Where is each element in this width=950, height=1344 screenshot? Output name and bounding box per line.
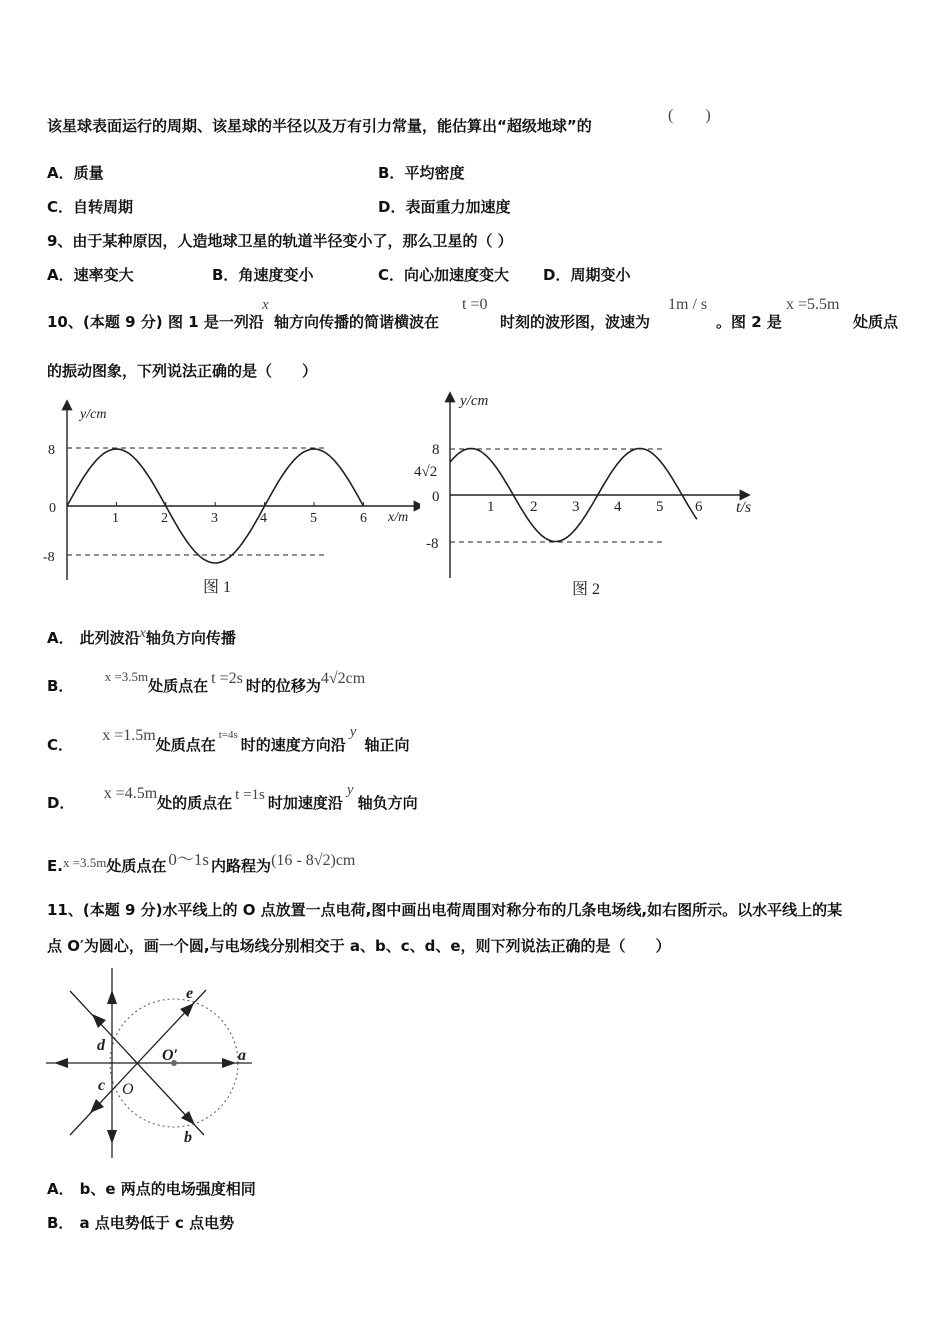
label-c: c — [98, 1077, 106, 1094]
y-tick-label: 8 — [48, 443, 55, 458]
option-math: t =1s — [235, 787, 265, 803]
q10-text-5: 处质点 — [853, 313, 899, 331]
option-text: 轴负方向 — [357, 794, 418, 812]
q11-field-diagram — [40, 962, 260, 1162]
y-tick-label: 0 — [49, 501, 56, 516]
option-text: 自转周期 — [73, 198, 134, 216]
option-text: 此列波沿 — [79, 629, 140, 647]
q9-option-b — [212, 264, 313, 285]
option-letter: D． — [378, 198, 406, 216]
q10-option-c — [47, 724, 410, 755]
option-text: 处质点在 — [106, 857, 167, 875]
option-math: x =1.5m — [102, 727, 156, 744]
option-math: (16 - 8√2)cm — [271, 852, 356, 869]
label-b: b — [184, 1129, 192, 1146]
option-math: x =3.5m — [104, 669, 149, 684]
q10-option-a — [47, 627, 236, 648]
q10-option-d — [47, 782, 418, 813]
arrow-left-icon — [54, 1058, 68, 1068]
q10-t0: t =0 — [462, 296, 488, 313]
option-text: 内路程为 — [211, 857, 272, 875]
figure-caption: 图 2 — [572, 581, 601, 598]
label-d: d — [97, 1037, 105, 1054]
q10-figure-1 — [40, 398, 420, 608]
figure-caption: 图 1 — [203, 579, 232, 596]
option-text: 处的质点在 — [157, 794, 233, 812]
option-text: 质量 — [73, 164, 104, 182]
y-tick-label: -8 — [426, 536, 439, 552]
arrow-up-icon — [107, 990, 117, 1004]
option-letter: A． — [47, 164, 74, 182]
q8-stem-tail: 该星球表面运行的周期、该星球的半径以及万有引力常量，能估算出“超级地球”的 — [47, 117, 592, 135]
option-text: 向心加速度变大 — [404, 266, 510, 284]
q10-text-2: 轴方向传播的简谐横波在 — [274, 313, 440, 331]
x-tick-label: 4 — [614, 499, 622, 515]
option-text: a 点电势低于 c 点电势 — [79, 1214, 235, 1232]
x-tick-label: 3 — [211, 511, 218, 526]
option-text: 处质点在 — [155, 736, 216, 754]
option-text: 时的位移为 — [245, 677, 321, 695]
x-tick-label: 2 — [530, 499, 538, 515]
option-math: x — [139, 626, 146, 641]
option-letter: D． — [47, 794, 75, 812]
x-tick-label: 6 — [360, 511, 367, 526]
q10-number: 10、 — [47, 313, 83, 331]
option-letter: A． — [47, 629, 74, 647]
option-text: 角速度变小 — [238, 266, 314, 284]
q10-option-e — [47, 851, 355, 876]
q10-points: (本题 9 分) — [83, 313, 163, 331]
q9-option-c — [378, 264, 509, 285]
option-letter: B． — [212, 266, 239, 284]
arrow-upper-left-icon — [92, 1014, 106, 1028]
y-axis-label: y/cm — [460, 393, 489, 409]
q10-text-1: 图 1 是一列沿 — [168, 313, 264, 331]
q10-speed: 1m / s — [668, 296, 708, 313]
option-letter: E. — [47, 857, 63, 875]
x-tick-label: 5 — [310, 511, 317, 526]
option-text: 轴正向 — [364, 736, 410, 754]
x-axis-label: t/s — [736, 499, 752, 516]
option-letter: A． — [47, 1180, 74, 1198]
x-tick-label: 6 — [695, 499, 703, 515]
q8-answer-paren: ( ) — [668, 107, 711, 124]
q8-option-c — [47, 196, 133, 217]
q11-option-b — [47, 1212, 234, 1233]
q8-option-b — [378, 162, 464, 183]
option-letter: B． — [47, 677, 74, 695]
q10-var-x: x — [262, 297, 269, 313]
q8-option-d — [378, 196, 510, 217]
option-text: 时加速度沿 — [267, 794, 343, 812]
y-tick-label: 8 — [432, 442, 440, 458]
option-text: 轴负方向传播 — [145, 629, 236, 647]
q10-stem-line2: 的振动图象，下列说法正确的是（ ） — [47, 362, 318, 380]
x-tick-label: 1 — [487, 499, 495, 515]
q10-figure-2 — [410, 390, 770, 610]
option-letter: A． — [47, 266, 74, 284]
option-math: x =4.5m — [103, 785, 158, 802]
y-tick-label: 4√2 — [414, 464, 438, 480]
y-axis-label: y/cm — [80, 407, 107, 422]
label-o-prime: O′ — [162, 1047, 179, 1064]
y-tick-label: 0 — [432, 489, 440, 505]
option-text: 时的速度方向沿 — [240, 736, 346, 754]
option-text: 表面重力加速度 — [405, 198, 511, 216]
q10-option-b — [47, 669, 366, 696]
option-letter: C． — [47, 736, 74, 754]
question-points: (本题 9 分) — [82, 901, 163, 919]
q11-stem-line2: 点 O′为圆心，画一个圆,与电场线分别相交于 a、b、c、d、e，则下列说法正确的是（ ） — [47, 937, 671, 955]
q11-stem-line1 — [47, 899, 842, 920]
q10-xpos: x =5.5m — [786, 296, 840, 313]
option-math: t =2s — [211, 670, 243, 687]
q8-option-a — [47, 162, 104, 183]
option-letter: D． — [543, 266, 571, 284]
x-tick-label: 3 — [572, 499, 580, 515]
question-text: 水平线上的 O 点放置一点电荷,图中画出电荷周围对称分布的几条电场线,如右图所示。以水平线上的某 — [162, 901, 843, 919]
option-letter: B． — [378, 164, 405, 182]
option-letter: B． — [47, 1214, 74, 1232]
x-tick-label: 1 — [112, 511, 119, 526]
arrow-right-icon — [222, 1058, 236, 1068]
x-tick-label: 5 — [656, 499, 664, 515]
option-letter: C． — [47, 198, 74, 216]
option-math: y — [349, 724, 357, 740]
option-text: 周期变小 — [570, 266, 631, 284]
q9-stem: 9、由于某种原因，人造地球卫星的轨道半径变小了，那么卫星的（ ） — [47, 232, 513, 250]
label-o: O — [122, 1081, 134, 1098]
option-text: b、e 两点的电场强度相同 — [79, 1180, 256, 1198]
q11-option-a — [47, 1178, 256, 1199]
x-tick-label: 2 — [161, 511, 168, 526]
x-tick-label: 4 — [260, 511, 267, 526]
option-math: x =3.5m — [62, 855, 107, 870]
option-text: 平均密度 — [404, 164, 465, 182]
label-a: a — [238, 1047, 246, 1064]
label-e: e — [186, 985, 194, 1002]
q9-option-d — [543, 264, 630, 285]
option-text: 处质点在 — [148, 677, 209, 695]
arrow-down-icon — [107, 1130, 117, 1144]
option-math: t=4s — [218, 729, 238, 741]
q10-text-4: 。图 2 是 — [716, 313, 782, 331]
option-math: 4√2cm — [320, 670, 366, 687]
option-math: 0～1s — [168, 850, 210, 869]
q10-text-3: 时刻的波形图，波速为 — [500, 313, 651, 331]
question-number: 11、 — [47, 901, 83, 919]
option-letter: C． — [378, 266, 405, 284]
q9-option-a — [47, 264, 134, 285]
y-tick-label: -8 — [43, 550, 55, 565]
x-axis-label: x/m — [388, 510, 409, 525]
option-math: y — [346, 782, 354, 798]
option-text: 速率变大 — [73, 266, 134, 284]
